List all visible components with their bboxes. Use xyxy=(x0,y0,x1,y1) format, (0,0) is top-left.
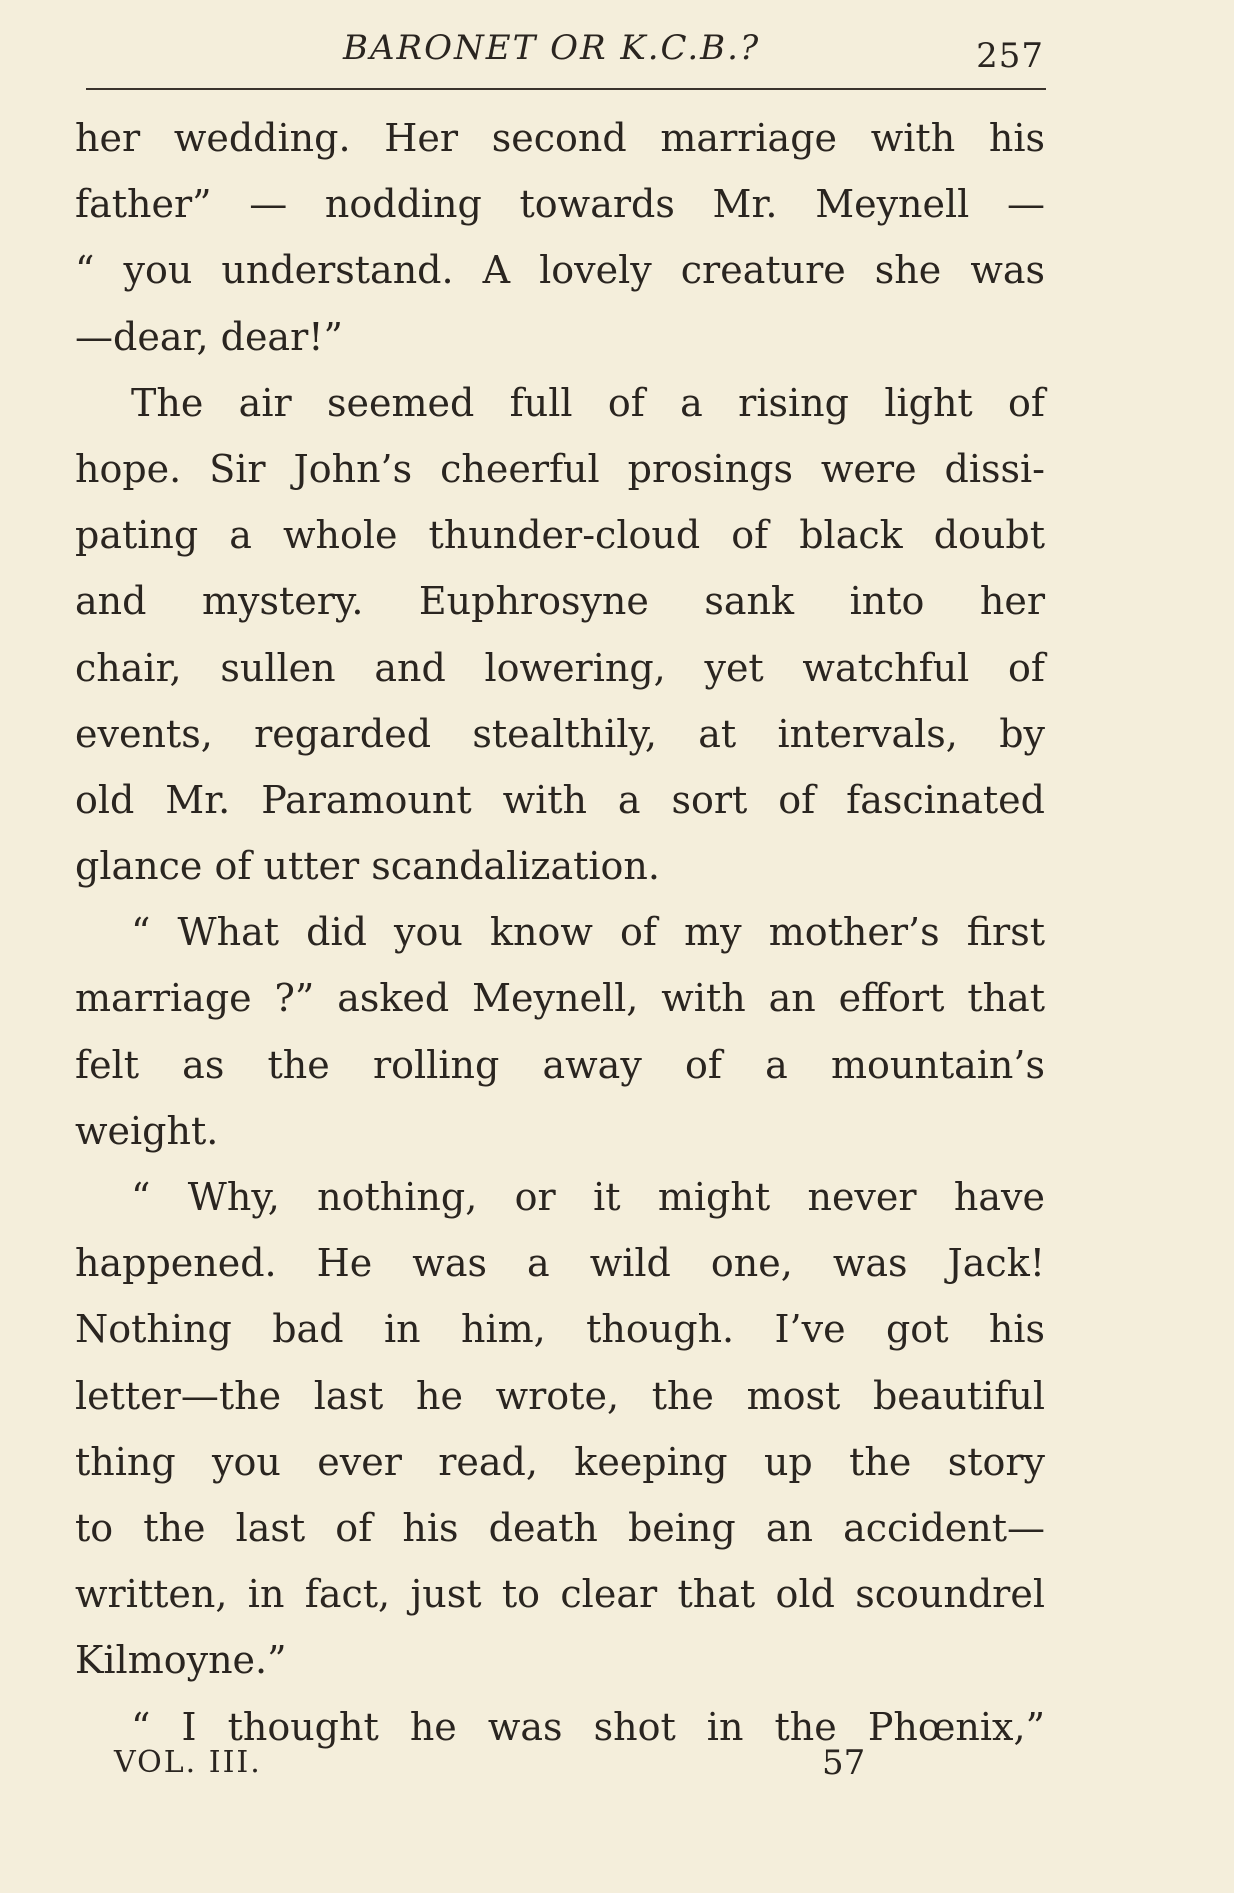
text-line: to the last of his death being an accident— xyxy=(75,1505,1045,1550)
text-line: felt as the rolling away of a mountain’s xyxy=(75,1042,1045,1087)
text-line: glance of utter scandalization. xyxy=(75,844,660,889)
text-line: father” — nodding towards Mr. Meynell — xyxy=(75,182,1045,227)
running-title: BARONET OR K.C.B.? xyxy=(343,28,761,68)
running-head xyxy=(88,24,1044,84)
text-line: pating a whole thunder-cloud of black doubt xyxy=(75,513,1045,558)
signature-mark: 57 xyxy=(822,1743,866,1783)
text-line: old Mr. Paramount with a sort of fascinated xyxy=(75,777,1045,822)
text-line: events, regarded stealthily, at intervals, by xyxy=(75,711,1045,756)
body-text xyxy=(75,105,1045,1760)
page-number: 257 xyxy=(976,36,1044,76)
text-line: weight. xyxy=(75,1108,219,1153)
text-line: Kilmoyne.” xyxy=(75,1638,287,1683)
page-footer xyxy=(0,1745,1234,1795)
text-line: and mystery. Euphrosyne sank into her xyxy=(75,579,1045,624)
text-line: “ Why, nothing, or it might never have xyxy=(131,1175,1045,1219)
text-line: marriage ?” asked Meynell, with an effort that xyxy=(75,976,1045,1021)
text-line: written, in fact, just to clear that old scoundrel xyxy=(75,1572,1045,1617)
text-line: letter—the last he wrote, the most beautiful xyxy=(75,1373,1045,1418)
header-rule xyxy=(86,88,1046,90)
volume-label: VOL. III. xyxy=(114,1745,262,1780)
text-line: “ What did you know of my mother’s first xyxy=(131,910,1045,955)
text-line: chair, sullen and lowering, yet watchful of xyxy=(75,645,1045,690)
text-line: happened. He was a wild one, was Jack! xyxy=(75,1241,1045,1286)
text-line: thing you ever read, keeping up the story xyxy=(75,1439,1045,1484)
text-line: “ you understand. A lovely creature she was xyxy=(75,248,1045,293)
text-line: The air seemed full of a rising light of xyxy=(131,380,1045,425)
text-line: Nothing bad in him, though. I’ve got his xyxy=(75,1307,1045,1352)
text-line: “ I thought he was shot in the Phœnix,” xyxy=(131,1704,1045,1749)
text-line: her wedding. Her second marriage with his xyxy=(75,116,1045,160)
text-line: —dear, dear!” xyxy=(75,314,343,359)
text-line: hope. Sir John’s cheerful prosings were dissi- xyxy=(75,446,1045,491)
